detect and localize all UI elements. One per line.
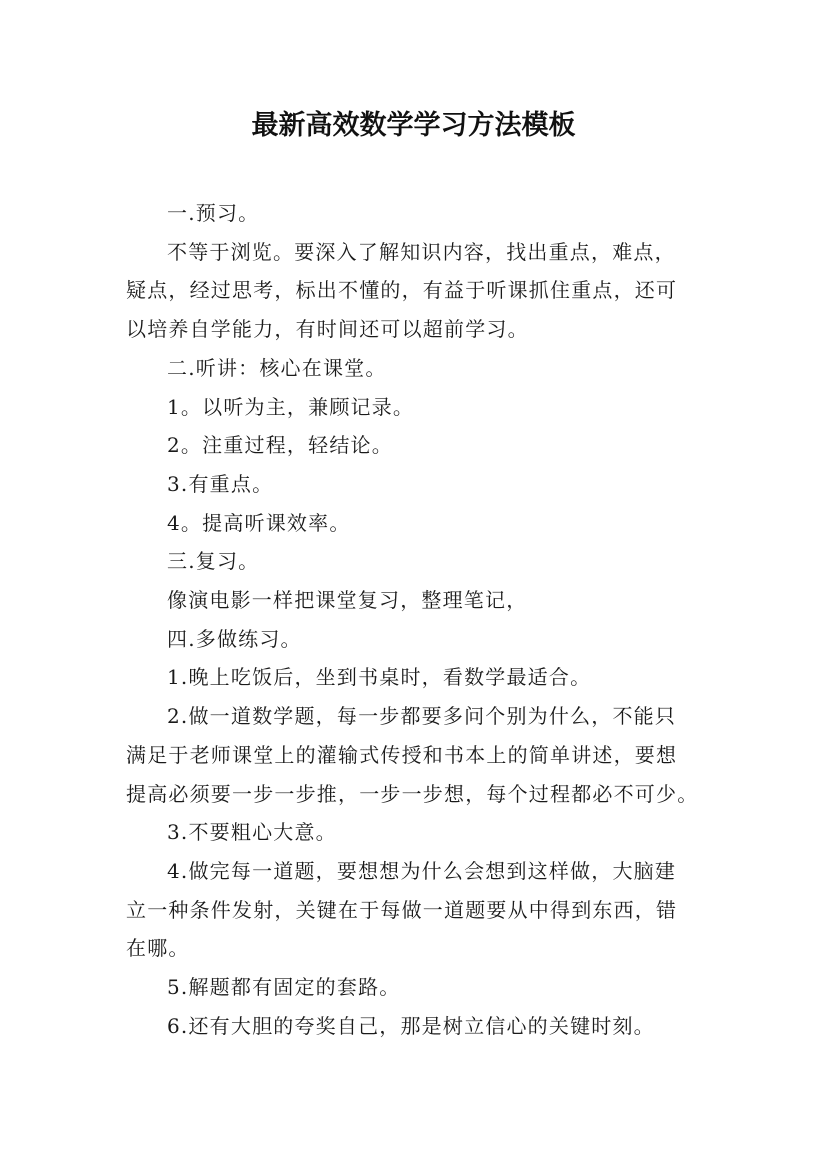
paragraph-practice-item-4 [126, 852, 708, 968]
text-line: 四.多做练习。 [167, 626, 302, 651]
paragraph-review-heading [126, 542, 708, 581]
text-line: 一.预习。 [167, 201, 260, 225]
text-line: 二.听讲：核心在课堂。 [167, 355, 387, 380]
paragraph-listening-item-2 [126, 426, 708, 465]
paragraph-practice-item-2 [126, 697, 708, 813]
text-line: 满足于老师课堂上的灌输式传授和书本上的简单讲述，要想 [126, 742, 678, 767]
text-line: 6.还有大胆的夸奖自己，那是树立信心的关键时刻。 [167, 1013, 655, 1038]
paragraph-practice-item-5 [126, 968, 708, 1007]
text-line: 疑点，经过思考，标出不懂的，有益于听课抓住重点，还可 [126, 278, 678, 303]
paragraph-listening-item-4 [126, 504, 708, 543]
text-line: 1.晚上吃饭后，坐到书桌时，看数学最适合。 [167, 665, 592, 690]
text-line: 3.不要粗心大意。 [167, 820, 337, 845]
paragraph-practice-heading [126, 620, 708, 659]
paragraph-listening-item-1 [126, 388, 708, 427]
document-body [126, 194, 708, 1045]
paragraph-practice-item-1 [126, 658, 708, 697]
document-title: 最新高效数学学习方法模板 [251, 110, 576, 141]
paragraph-preview-heading [126, 194, 708, 233]
paragraph-preview-body [126, 233, 708, 349]
paragraph-review-body [126, 581, 708, 620]
paragraph-listening-item-3 [126, 465, 708, 504]
text-line: 在哪。 [126, 936, 190, 961]
text-line: 像演电影一样把课堂复习，整理笔记， [167, 588, 528, 613]
text-line: 立一种条件发射，关键在于每做一道题要从中得到东西，错 [126, 897, 678, 922]
text-line: 4。提高听课效率。 [167, 510, 351, 535]
text-line: 2.做一道数学题，每一步都要多问个别为什么，不能只 [167, 704, 677, 729]
text-line: 5.解题都有固定的套路。 [167, 975, 401, 1000]
paragraph-listening-heading [126, 349, 708, 388]
text-line: 三.复习。 [167, 549, 260, 574]
text-line: 1。以听为主，兼顾记录。 [167, 394, 415, 419]
text-line: 2。注重过程，轻结论。 [167, 433, 393, 458]
text-line: 3.有重点。 [167, 471, 274, 496]
paragraph-practice-item-3 [126, 813, 708, 852]
paragraph-practice-item-6 [126, 1007, 708, 1046]
text-line: 提高必须要一步一步推，一步一步想，每个过程都必不可少。 [126, 781, 699, 806]
text-line: 以培养自学能力，有时间还可以超前学习。 [126, 317, 529, 342]
text-line: 4.做完每一道题，要想想为什么会想到这样做，大脑建 [167, 858, 677, 883]
text-line: 不等于浏览。要深入了解知识内容，找出重点，难点， [167, 239, 676, 264]
